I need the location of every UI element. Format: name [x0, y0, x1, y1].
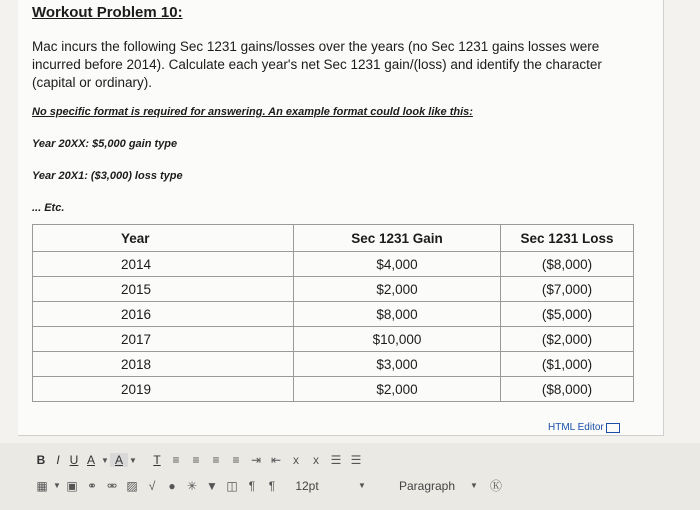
- gain-cell: $8,000: [294, 302, 501, 327]
- loss-cell: ($2,000): [501, 327, 634, 352]
- chevron-down-icon[interactable]: ▼: [129, 455, 137, 465]
- subscript-button[interactable]: x: [313, 453, 319, 467]
- math-icon[interactable]: √: [148, 478, 156, 493]
- table-row: [33, 377, 634, 402]
- example-line-1: Year 20XX: $5,000 gain type: [32, 138, 178, 150]
- html-editor-label: HTML Editor: [548, 422, 604, 433]
- gain-cell: $10,000: [294, 327, 501, 352]
- unlink-icon[interactable]: ⚮: [106, 478, 118, 493]
- chevron-down-icon[interactable]: ▼: [53, 481, 61, 490]
- preview-icon[interactable]: ◫: [226, 478, 238, 493]
- problem-title: Workout Problem 10:: [32, 4, 183, 21]
- loss-cell: ($5,000): [501, 302, 634, 327]
- chevron-down-icon[interactable]: ▼: [470, 481, 478, 490]
- table-icon[interactable]: ▦: [36, 478, 48, 493]
- table-row: [33, 302, 634, 327]
- align-center-icon[interactable]: ≡: [192, 453, 200, 467]
- year-cell: 2014: [33, 252, 294, 277]
- example-line-2: Year 20X1: ($3,000) loss type: [32, 170, 183, 182]
- table-row: [33, 327, 634, 352]
- bulleted-list-icon[interactable]: ☰: [330, 453, 342, 467]
- paragraph-format-select[interactable]: Paragraph: [398, 478, 456, 493]
- embed-icon[interactable]: ▣: [66, 478, 78, 493]
- outdent-icon[interactable]: ⇤: [270, 453, 282, 467]
- col-gain-header: Sec 1231 Gain: [294, 225, 501, 252]
- gains-losses-table: [32, 224, 634, 402]
- special-char-icon[interactable]: ✳: [186, 478, 198, 493]
- font-color-button[interactable]: A: [86, 453, 95, 467]
- loss-cell: ($7,000): [501, 277, 634, 302]
- rtl-button[interactable]: ¶: [268, 478, 276, 493]
- table-row: [33, 252, 634, 277]
- italic-button[interactable]: I: [56, 453, 60, 467]
- numbered-list-icon[interactable]: ☰: [350, 453, 362, 467]
- align-right-icon[interactable]: ≡: [212, 453, 220, 467]
- gain-cell: $3,000: [294, 352, 501, 377]
- record-icon[interactable]: ●: [168, 478, 176, 493]
- table-row: [33, 277, 634, 302]
- superscript-button[interactable]: x: [293, 453, 299, 467]
- year-cell: 2018: [33, 352, 294, 377]
- year-cell: 2017: [33, 327, 294, 352]
- col-year-header: Year: [33, 225, 294, 252]
- col-loss-header: Sec 1231 Loss: [501, 225, 634, 252]
- loss-cell: ($1,000): [501, 352, 634, 377]
- indent-icon[interactable]: ⇥: [250, 453, 262, 467]
- link-icon[interactable]: ⚭: [86, 478, 98, 493]
- html-editor-link[interactable]: [548, 422, 620, 433]
- chevron-down-icon[interactable]: ▼: [358, 481, 366, 490]
- bold-button[interactable]: B: [36, 453, 46, 467]
- table-row: [33, 352, 634, 377]
- underline-button[interactable]: U: [69, 453, 79, 467]
- media-icon[interactable]: ▼: [206, 478, 218, 493]
- align-justify-icon[interactable]: ≡: [232, 453, 240, 467]
- gain-cell: $4,000: [294, 252, 501, 277]
- table-header-row: [33, 225, 634, 252]
- gain-cell: $2,000: [294, 377, 501, 402]
- question-text: Mac incurs the following Sec 1231 gains/losses over the years (no Sec 1231 gains losses were incurred before 2014). Calculate each year's net Sec 1231 gain/(loss) and identify the character (capital or ordinary).: [32, 39, 602, 90]
- keyboard-icon: [606, 423, 620, 433]
- year-cell: 2015: [33, 277, 294, 302]
- align-left-icon[interactable]: ≡: [172, 453, 180, 467]
- year-cell: 2019: [33, 377, 294, 402]
- image-icon[interactable]: ▨: [126, 478, 138, 493]
- background-color-button[interactable]: A: [110, 453, 128, 467]
- accessibility-icon[interactable]: Ⓚ: [489, 479, 502, 493]
- clear-format-button[interactable]: T: [153, 453, 161, 467]
- loss-cell: ($8,000): [501, 252, 634, 277]
- font-size-select[interactable]: 12pt: [295, 478, 319, 493]
- ltr-button[interactable]: ¶: [248, 478, 256, 493]
- gain-cell: $2,000: [294, 277, 501, 302]
- editor-toolbar: [0, 443, 700, 510]
- year-cell: 2016: [33, 302, 294, 327]
- loss-cell: ($8,000): [501, 377, 634, 402]
- example-line-3: ... Etc.: [32, 202, 65, 214]
- chevron-down-icon[interactable]: ▼: [101, 455, 109, 465]
- format-note: No specific format is required for answering. An example format could look like this:: [32, 106, 473, 118]
